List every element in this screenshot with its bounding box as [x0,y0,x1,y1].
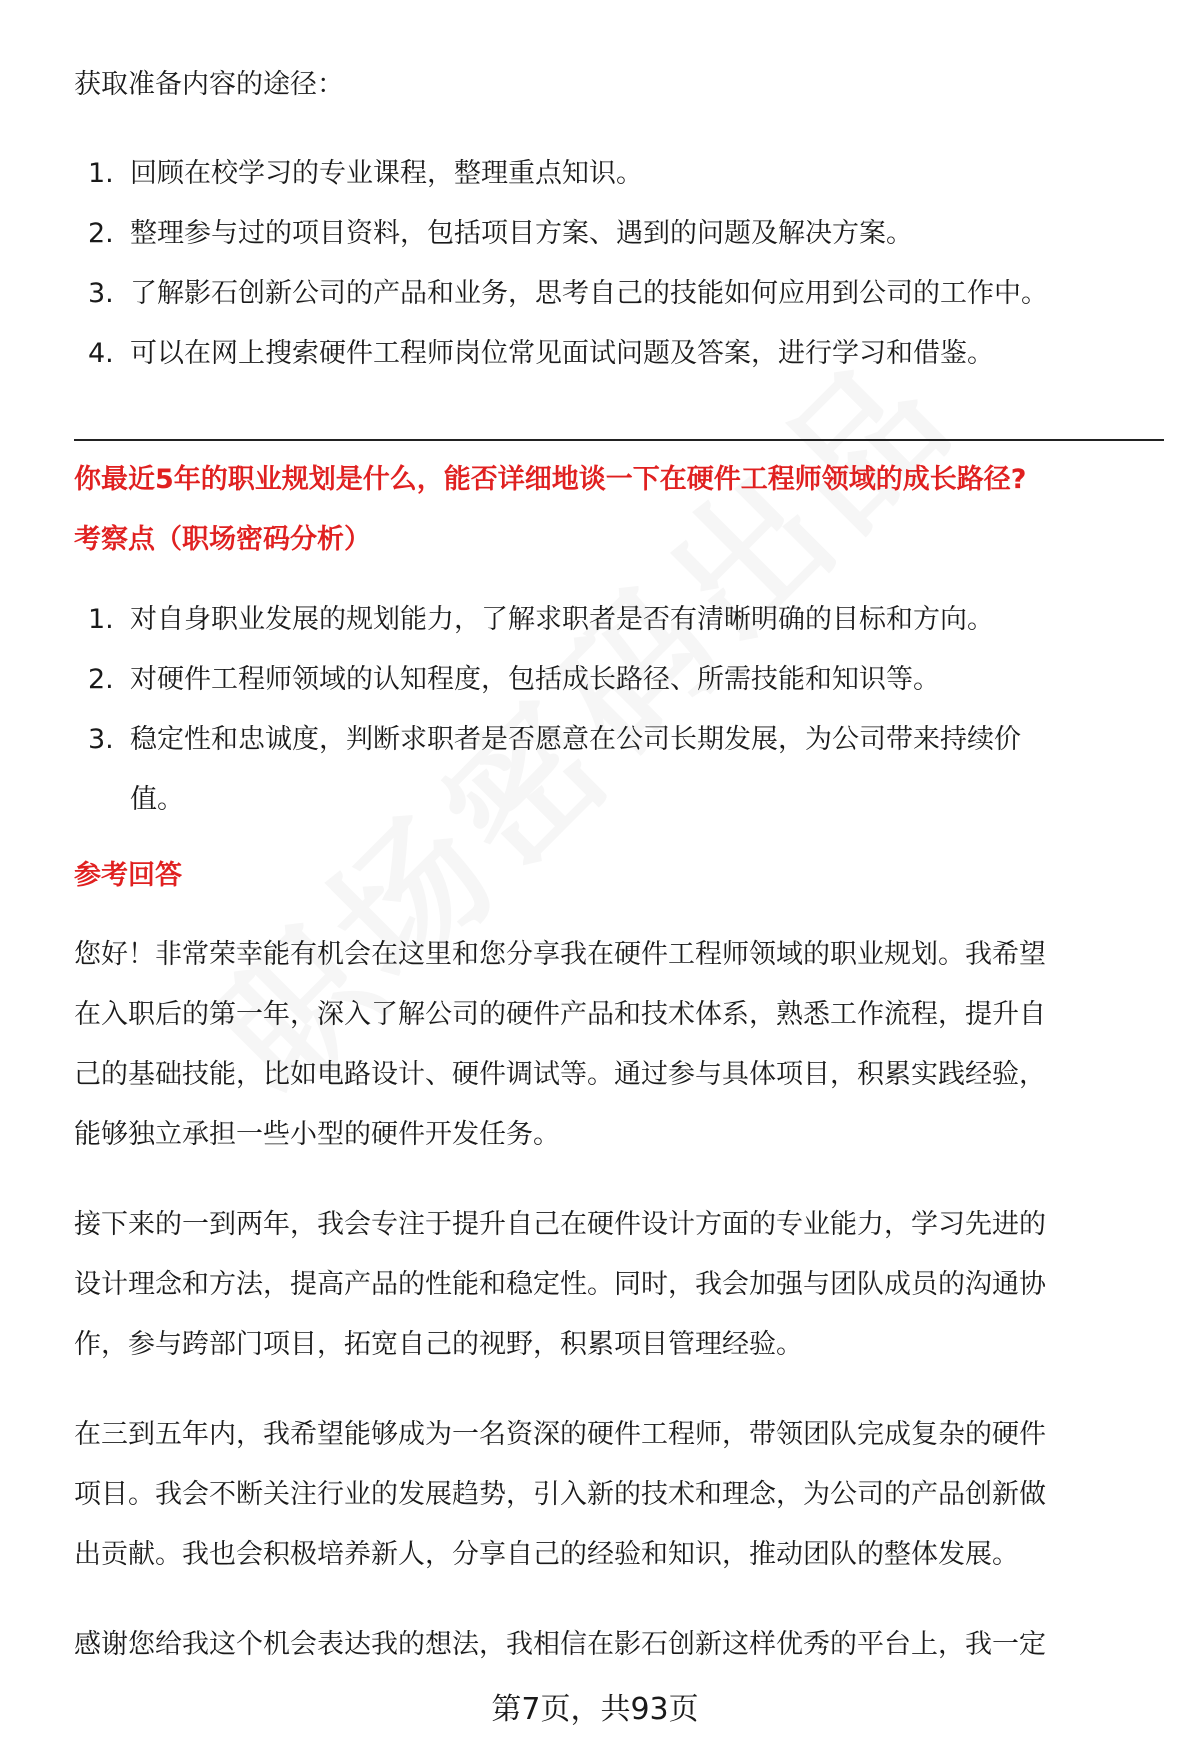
list-item: 4. 可以在网上搜索硬件工程师岗位常见面试问题及答案，进行学习和借鉴。 [88,338,994,369]
assessment-list [74,590,1164,830]
paragraph-line: 感谢您给我这个机会表达我的想法，我相信在影石创新这样优秀的平台上，我一定 [74,1629,1046,1660]
paragraph-line: 接下来的一到两年，我会专注于提升自己在硬件设计方面的专业能力，学习先进的 [74,1209,1046,1240]
paragraph-line: 能够独立承担一些小型的硬件开发任务。 [74,1119,560,1150]
section-heading: 获取准备内容的途径： [74,69,344,100]
list-item: 1. 对自身职业发展的规划能力，了解求职者是否有清晰明确的目标和方向。 [88,604,994,635]
paragraph-line: 项目。我会不断关注行业的发展趋势，引入新的技术和理念，为公司的产品创新做 [74,1479,1046,1510]
list-item: 3. 了解影石创新公司的产品和业务，思考自己的技能如何应用到公司的工作中。 [88,278,1048,309]
paragraph-line: 设计理念和方法，提高产品的性能和稳定性。同时，我会加强与团队成员的沟通协 [74,1269,1046,1300]
paragraph-line: 己的基础技能，比如电路设计、硬件调试等。通过参与具体项目，积累实践经验， [74,1059,1046,1090]
list-item: 2. 对硬件工程师领域的认知程度，包括成长路径、所需技能和知识等。 [88,664,940,695]
section-divider [74,439,1164,441]
paragraph-line: 出贡献。我也会积极培养新人，分享自己的经验和知识，推动团队的整体发展。 [74,1539,1019,1570]
answer-heading: 参考回答 [74,860,182,891]
question-subtitle: 考察点（职场密码分析） [74,524,371,555]
paragraph-line: 作，参与跨部门项目，拓宽自己的视野，积累项目管理经验。 [74,1329,803,1360]
paragraph-line: 您好！非常荣幸能有机会在这里和您分享我在硬件工程师领域的职业规划。我希望 [74,939,1046,970]
paragraph-line: 在三到五年内，我希望能够成为一名资深的硬件工程师，带领团队完成复杂的硬件 [74,1419,1046,1450]
preparation-list [74,144,1164,384]
list-item: 2. 整理参与过的项目资料，包括项目方案、遇到的问题及解决方案。 [88,218,913,249]
page-number: 第7页，共93页 [491,1692,699,1727]
question-title: 你最近5年的职业规划是什么，能否详细地谈一下在硬件工程师领域的成长路径? [74,464,1027,495]
list-item: 1. 回顾在校学习的专业课程，整理重点知识。 [88,158,643,189]
paragraph-line: 在入职后的第一年，深入了解公司的硬件产品和技术体系，熟悉工作流程，提升自 [74,999,1046,1030]
list-item: 3. 稳定性和忠诚度，判断求职者是否愿意在公司长期发展，为公司带来持续价 值。 [88,724,1021,815]
